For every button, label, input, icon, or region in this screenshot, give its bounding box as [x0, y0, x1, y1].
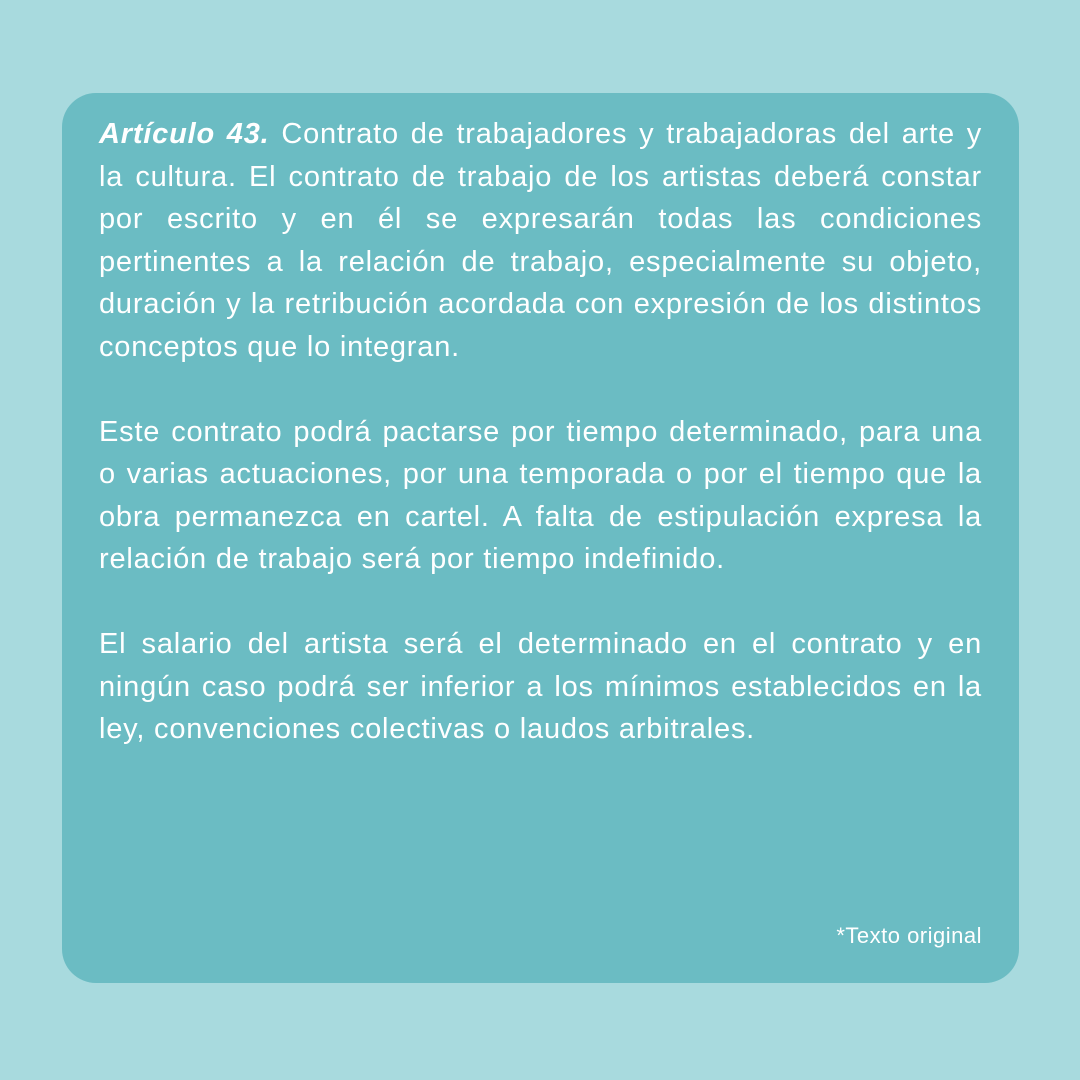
article-card: [62, 93, 1019, 983]
article-paragraph-1-text: Contrato de trabajadores y trabajadoras del arte y la cultura. El contrato de trabajo de los artistas deberá constar por escrito y en él se expresarán todas las condiciones pertinentes a la relación de trabajo, especialmente su objeto, duración y la retribución acordada con expresión de los distintos conceptos que lo integran.: [99, 118, 983, 363]
article-paragraph-2: Este contrato podrá pactarse por tiempo determinado, para una o varias actuaciones, por una temporada o por el tiempo que la obra permanezca en cartel. A falta de estipulación expresa la relación de trabajo será por tiempo indefinido.: [99, 415, 982, 576]
footnote-original-text: *Texto original: [836, 923, 982, 948]
article-heading: Artículo 43.: [99, 118, 270, 150]
article-paragraph-3: El salario del artista será el determinado en el contrato y en ningún caso podrá ser inferior a los mínimos establecidos en la ley, convenciones colectivas o laudos arbitrales.: [99, 627, 982, 746]
article-paragraph-1: [99, 113, 982, 369]
